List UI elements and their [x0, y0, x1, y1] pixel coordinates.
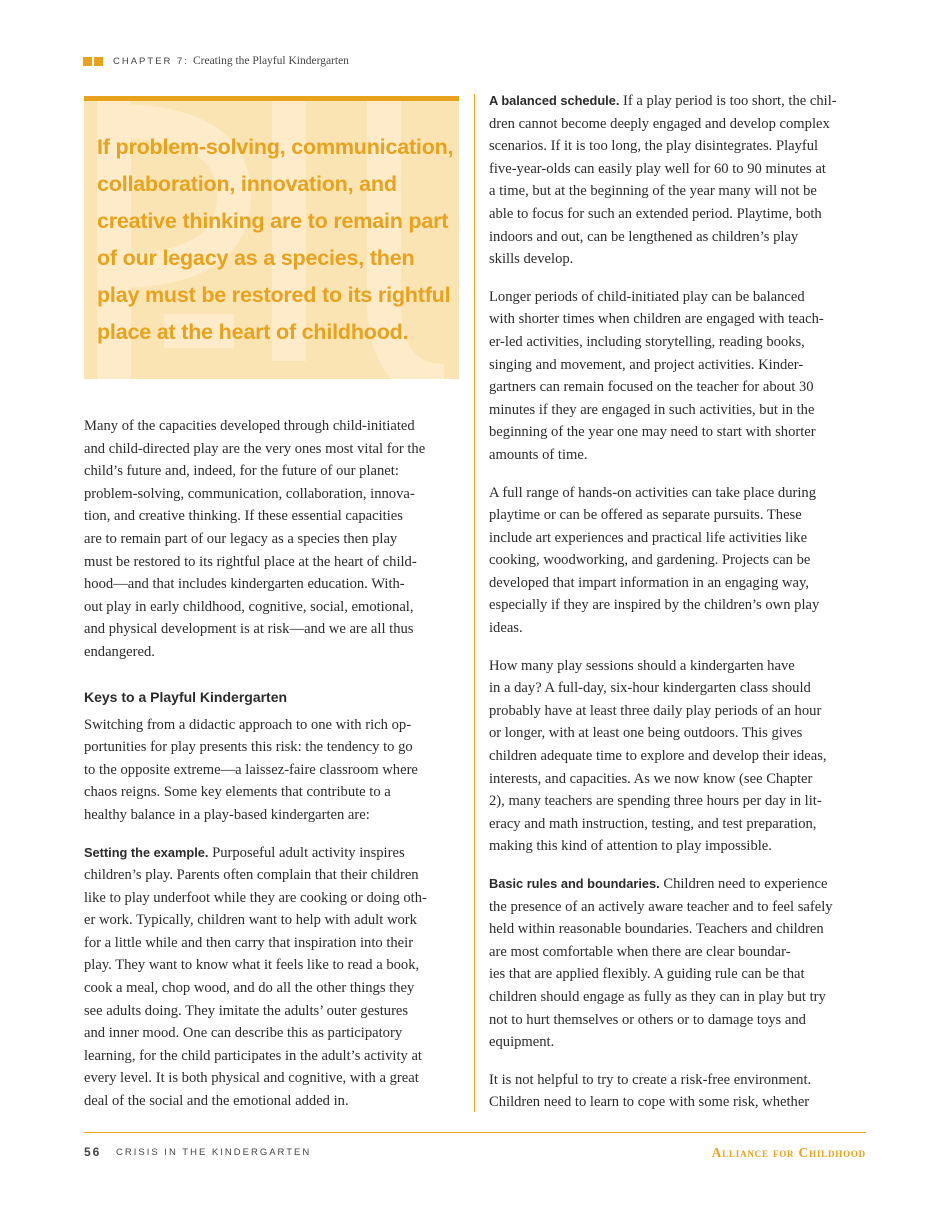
text-line: er-led activities, including storytelling, reading books, [489, 333, 805, 350]
text-line: amounts of time. [489, 446, 588, 463]
hands-on-paragraph [489, 482, 869, 640]
text-line: hood—and that includes kindergarten education. With- [84, 576, 405, 593]
accent-square-icon [94, 57, 103, 66]
text-line: the presence of an actively aware teacher and to feel safely [489, 898, 833, 915]
schedule-paragraph [489, 90, 869, 271]
text-line: for a little while and then carry that inspiration into their [84, 934, 414, 951]
text-line: play. They want to know what it feels like to read a book, [84, 957, 420, 974]
pull-quote-line: collaboration, innovation, and [97, 172, 397, 196]
risk-paragraph [489, 1069, 869, 1114]
text-line: eracy and math instruction, testing, and test preparation, [489, 815, 817, 832]
book-title: CRISIS IN THE KINDERGARTEN [116, 1147, 312, 1158]
text-line: tion, and creative thinking. If these essential capacities [84, 508, 403, 525]
text-line: Switching from a didactic approach to one with rich op- [84, 716, 412, 733]
page-number: 56 [84, 1145, 102, 1159]
text-line: ies that are applied flexibly. A guiding rule can be that [489, 966, 805, 983]
text-line: and physical development is at risk—and we are all thus [84, 621, 414, 638]
text-line: A full range of hands-on activities can take place during [489, 484, 817, 501]
pull-quote-line: play must be restored to its rightful [97, 283, 451, 307]
text-line: probably have at least three daily play periods of an hour [489, 702, 822, 719]
text-line [489, 873, 869, 896]
text-line: gartners can remain focused on the teacher for about 30 [489, 379, 814, 396]
text-line: It is not helpful to try to create a risk-free environment. [489, 1071, 812, 1088]
text-line: skills develop. [489, 251, 574, 268]
text-line: are most comfortable when there are clear boundar- [489, 943, 791, 960]
text-line: children adequate time to explore and develop their ideas, [489, 748, 827, 765]
text-run: If a play period is too short, the chil- [619, 93, 837, 109]
text-line: to the opposite extreme—a laissez-faire classroom where [84, 761, 418, 778]
text-line: healthy balance in a play-based kindergarten are: [84, 806, 370, 823]
text-line: out play in early childhood, cognitive, social, emotional, [84, 598, 414, 615]
text-line: dren cannot become deeply engaged and develop complex [489, 115, 830, 132]
text-line: beginning of the year one may need to start with shorter [489, 424, 816, 441]
text-line: developed that impart information in an engaging way, [489, 574, 810, 591]
chapter-label: CHAPTER 7: [113, 55, 189, 67]
text-line: making this kind of attention to play impossible. [489, 838, 772, 855]
pull-quote-line: creative thinking are to remain part [97, 209, 449, 233]
text-line: held within reasonable boundaries. Teachers and children [489, 921, 824, 938]
pull-quote-text [97, 129, 452, 351]
footer-rule [84, 1132, 866, 1133]
text-line: not to hurt themselves or others or to damage toys and [489, 1011, 806, 1028]
text-line [84, 842, 462, 865]
text-line: like to play underfoot while they are cooking or doing oth- [84, 889, 427, 906]
text-line: are to remain part of our legacy as a species then play [84, 530, 398, 547]
text-line: able to focus for such an extended period. Playtime, both [489, 205, 822, 222]
text-line: especially if they are inspired by the children’s own play [489, 597, 820, 614]
text-line: Children need to learn to cope with some risk, whether [489, 1094, 810, 1111]
text-line: and child-directed play are the very ones most vital for the [84, 440, 426, 457]
play-sessions-paragraph [489, 655, 869, 858]
column-divider [474, 94, 475, 1112]
rules-paragraph [489, 873, 869, 1054]
text-line: 2), many teachers are spending three hours per day in lit- [489, 793, 822, 810]
pull-quote-line: If problem-solving, communication, [97, 135, 454, 159]
right-column [489, 90, 869, 1129]
text-line: a time, but at the beginning of the year many will not be [489, 183, 817, 200]
text-line: deal of the social and the emotional added in. [84, 1093, 349, 1110]
accent-square-icon [83, 57, 92, 66]
left-column [84, 415, 462, 1128]
text-line: indoors and out, can be lengthened as children’s play [489, 228, 799, 245]
text-line: er work. Typically, children want to help with adult work [84, 912, 417, 929]
text-line: interests, and capacities. As we now know (see Chapter [489, 770, 813, 787]
organization-name: Alliance for Childhood [711, 1145, 866, 1160]
text-run: Children need to experience [659, 876, 828, 892]
text-line: equipment. [489, 1034, 555, 1051]
text-line: Many of the capacities developed through child-initiated [84, 418, 415, 434]
text-line: see adults doing. They imitate the adults’ outer gestures [84, 1002, 409, 1019]
text-line: How many play sessions should a kindergarten have [489, 657, 795, 674]
text-line: learning, for the child participates in the adult’s activity at [84, 1047, 422, 1064]
pull-quote-line: place at the heart of childhood. [97, 320, 409, 344]
chapter-title: Creating the Playful Kindergarten [192, 55, 349, 67]
text-line: with shorter times when children are engaged with teach- [489, 311, 824, 328]
text-line: cook a meal, chop wood, and do all the other things they [84, 980, 415, 997]
run-in-heading: Setting the example. [84, 844, 209, 860]
text-run: Purposeful adult activity inspires [208, 844, 405, 861]
text-line: singing and movement, and project activities. Kinder- [489, 356, 804, 373]
pull-quote-line: of our legacy as a species, then [97, 246, 415, 270]
pull-quote-box [84, 96, 459, 379]
text-line: must be restored to its rightful place at the heart of child- [84, 553, 417, 570]
running-header [83, 54, 349, 68]
text-line: every level. It is both physical and cognitive, with a great [84, 1070, 419, 1087]
text-line: children’s play. Parents often complain that their children [84, 867, 419, 884]
keys-paragraph [84, 714, 462, 827]
intro-paragraph [84, 415, 462, 664]
example-paragraph [84, 842, 462, 1113]
text-line: problem-solving, communication, collaboration, innova- [84, 485, 415, 502]
longer-periods-paragraph [489, 286, 869, 467]
text-line: in a day? A full-day, six-hour kindergarten class should [489, 680, 811, 697]
text-line: five-year-olds can easily play well for 60 to 90 minutes at [489, 160, 826, 177]
text-line: endangered. [84, 643, 155, 660]
run-in-heading: A balanced schedule. [489, 93, 620, 108]
running-footer [84, 1145, 866, 1161]
text-line: include art experiences and practical life activities like [489, 529, 808, 546]
text-line: portunities for play presents this risk: the tendency to go [84, 739, 413, 756]
text-line: child’s future and, indeed, for the future of our planet: [84, 463, 399, 480]
text-line: playtime or can be offered as separate pursuits. These [489, 507, 802, 524]
text-line: cooking, woodworking, and gardening. Projects can be [489, 552, 811, 569]
text-line: and inner mood. One can describe this as participatory [84, 1025, 403, 1042]
text-line: minutes if they are engaged in such activities, but in the [489, 401, 815, 418]
text-line: scenarios. If it is too long, the play disintegrates. Playful [489, 138, 819, 155]
text-line: ideas. [489, 620, 523, 637]
section-heading: Keys to a Playful Kindergarten [84, 688, 288, 705]
text-line: or longer, with at least one being outdoors. This gives [489, 725, 803, 742]
run-in-heading: Basic rules and boundaries. [489, 876, 660, 891]
text-line: chaos reigns. Some key elements that contribute to a [84, 784, 391, 801]
text-line: children should engage as fully as they can in play but try [489, 988, 826, 1005]
text-line [489, 90, 869, 113]
text-line: Longer periods of child-initiated play can be balanced [489, 288, 805, 305]
